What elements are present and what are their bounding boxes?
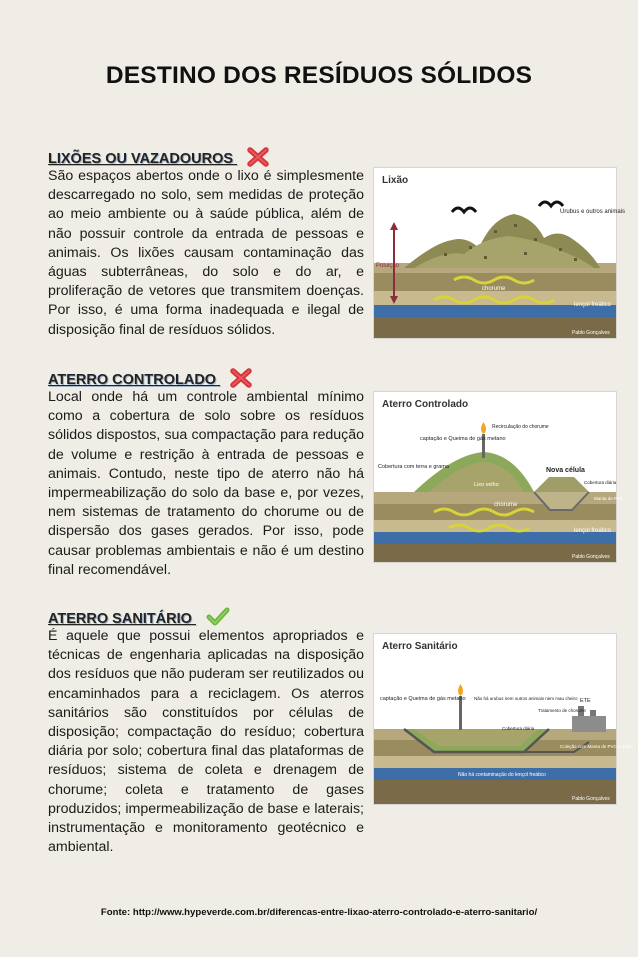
label-manta: Manta de PVC	[594, 496, 624, 501]
label-nao-ha-urubus: Não há urubus nem outros animais nem mau cheiro	[474, 696, 578, 701]
label-cobertura-diaria: Cobertura diária	[584, 480, 617, 485]
section-heading-label: LIXÕES OU VAZADOUROS	[48, 150, 234, 167]
figure-credit: Pablo Gonçalves	[572, 330, 610, 336]
label-nova-celula: Nova célula	[546, 467, 585, 474]
figure-title: Aterro Sanitário	[382, 641, 458, 652]
section-text-lixoes: São espaços abertos onde o lixo é simplesmente descarregado no solo, sem medidas de proteção ao meio ambiente ou à saúde pública, além de não possuir controle da entrada de pessoas e animais. Os lixões causam contaminação das águas subterrâneas, do solo e do ar, e proliferação de vetores que transmitem doenças. Por isso, é uma forma inadequada e ilegal de disposição final de resíduos sólidos.	[48, 168, 364, 338]
label-captacao: captação e Queima de gás metano	[380, 696, 466, 702]
label-nao-contaminacao: Não há contaminação do lençol freático	[458, 772, 546, 778]
figure-aterro-sanitario	[374, 634, 633, 804]
label-chorume: chorume	[494, 502, 518, 508]
figure-lixao	[374, 168, 626, 338]
section-text-aterro-sanitario: É aquele que possui elementos apropriados e técnicas de engenharia aplicadas na disposição dos resíduos que não puderam ser reutilizados ou encaminhados para a reciclagem. Os aterros sanitários são constituídos por células de disposição; compactação do resíduo; cobertura diária por solo; cobertura final das plataformas de resíduos; sistema de coleta e drenagem de chorume; coleta e tratamento de gases produzidos; impermeabilização de base e laterais; instrumentação e monitoramento geotécnico e ambiental.	[48, 628, 364, 856]
label-recirculacao: Recirculação do chorume	[492, 424, 549, 430]
section-heading-label: ATERRO SANITÁRIO	[48, 610, 192, 627]
label-tratamento: Tratamento de chorume	[538, 708, 586, 713]
figure-credit: Pablo Gonçalves	[572, 796, 610, 802]
label-ete: ETE	[580, 698, 591, 704]
label-poluicao: Poluição	[376, 263, 400, 269]
section-heading-label: ATERRO CONTROLADO	[48, 371, 217, 388]
page-title: DESTINO DOS RESÍDUOS SÓLIDOS	[105, 62, 533, 89]
label-colecao: Coleção com Manta de PVC e argila	[560, 744, 633, 749]
label-chorume: chorume	[482, 286, 506, 292]
figure-aterro-controlado	[374, 392, 624, 562]
label-lencol: lençol freático	[574, 528, 612, 534]
label-lixo-velho: Lixo velho	[474, 482, 499, 488]
section-text-aterro-controlado: Local onde há um controle ambiental mínimo como a cobertura de solo sobre os resíduos sólidos dispostos, sua compactação para redução de volume e restrição à entrada de pessoas e animais. Contudo, neste tipo de aterro não há impermeabilização do solo da base e, por vezes, nem sistemas de tratamento do chorume ou de dispersão dos gases gerados. Por isso, pode causar problemas ambientais e não é um destino final recomendável.	[48, 389, 364, 578]
figure-title: Lixão	[382, 175, 409, 186]
label-lencol: lençol freático	[574, 302, 612, 308]
label-cobertura-diaria: Cobertura diária	[502, 726, 535, 731]
source-citation: Fonte: http://www.hypeverde.com.br/diferencas-entre-lixao-aterro-controlado-e-aterro-sanitario/	[100, 907, 538, 918]
figure-credit: Pablo Gonçalves	[572, 554, 610, 560]
label-urubus: Urubus e outros animais	[560, 209, 626, 215]
figure-title: Aterro Controlado	[382, 399, 469, 410]
label-captacao: captação e Queima de gás metano	[420, 436, 506, 442]
label-cobertura: Cobertura com terra e grama	[378, 464, 449, 470]
